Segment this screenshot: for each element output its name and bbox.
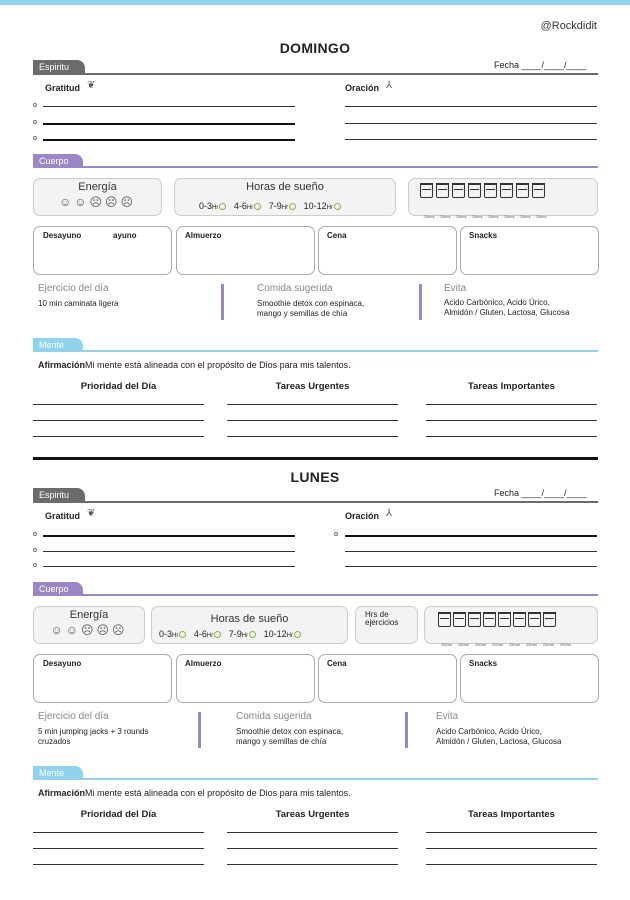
sleep-title: Horas de sueño [210,613,289,625]
oracion-line[interactable] [345,139,597,140]
afirmacion-text: Mi mente está alineada con el propósito de Dios para mis talentos. [85,360,351,370]
cena-label: Cena [327,659,347,668]
ejercicio-text-1: 5 min jumping jacks + 3 rounds [38,727,149,736]
oracion-label: Oración [345,83,380,93]
oracion-line[interactable] [345,123,597,124]
circle-icon [249,631,256,638]
evita-text-1: Acido Carbónico, Acido Úrico, [436,727,542,736]
water-glass-icon[interactable] [453,612,466,627]
sleep-option-10-12[interactable]: 10-12Hr [264,629,301,639]
water-box [424,606,598,647]
urgentes-line[interactable] [227,848,398,849]
author-handle: @Rockdidit [540,20,597,32]
urgentes-line[interactable] [227,404,398,405]
cuerpo-rule [33,594,598,596]
bullet-icon [33,103,37,107]
energia-label: Energía [69,609,109,621]
comida-text-2: mango y semillas de chía [257,309,348,318]
energia-box [33,606,145,644]
energy-faces-icon[interactable]: ☺☺☹☹☹ [58,195,137,209]
desayuno-label: Desayuno [43,659,82,668]
circle-icon [294,631,301,638]
ejercicio-text: 10 min caminata ligera [38,299,119,308]
bullet-icon [33,120,37,124]
tab-espiritu: Espiritu [33,60,85,73]
sleep-option-4-6[interactable]: 4-6Hr [234,201,261,211]
desayuno-box[interactable] [33,226,172,275]
gratitud-label: Gratitud [45,83,80,93]
snacks-label: Snacks [469,231,498,240]
hrs-ejercicios-box[interactable] [355,606,418,644]
oracion-line[interactable] [345,551,597,552]
evita-text-2: Almidón / Gluten, Lactosa, Glucosa [436,737,562,746]
water-glass-icon[interactable] [516,183,529,198]
almuerzo-box[interactable] [176,226,315,275]
circle-icon [289,203,296,210]
urgentes-line[interactable] [227,832,398,833]
prioridad-line[interactable] [33,420,204,421]
oracion-label: Oración [345,511,380,521]
water-glass-icon[interactable] [468,612,481,627]
sleep-box [151,606,348,644]
afirmacion [38,360,351,370]
gratitud-line[interactable] [43,551,295,552]
bullet-icon [33,532,37,536]
day-title-lunes: LUNES [290,469,340,485]
prioridad-line[interactable] [33,864,204,865]
importantes-line[interactable] [426,436,597,437]
fecha-field[interactable]: Fecha ____/____/____ [494,60,587,70]
afirmacion-label: Afirmación [38,360,86,370]
cena-label: Cena [327,231,347,240]
fecha-field[interactable]: Fecha ____/____/____ [494,488,587,498]
urgentes-heading: Tareas Urgentes [275,381,350,392]
afirmacion-label: Afirmación [38,788,86,798]
praying-hands-icon: ⅄ [386,80,393,91]
water-glass-icon[interactable] [468,183,481,198]
gratitud-line[interactable] [43,139,295,141]
ayuno-label: ayuno [113,231,137,240]
circle-icon [179,631,186,638]
bullet-icon [33,548,37,552]
circle-icon [214,631,221,638]
water-glass-icon[interactable] [420,183,433,198]
tab-cuerpo: Cuerpo [33,582,83,595]
oracion-line[interactable] [345,106,597,107]
sleep-option-0-3[interactable]: 0-3Hr [159,629,186,639]
praying-hands-icon: ⅄ [386,508,393,519]
importantes-heading: Tareas Importantes [468,809,555,820]
urgentes-line[interactable] [227,436,398,437]
importantes-line[interactable] [426,404,597,405]
energy-faces-icon[interactable]: ☺☺☹☹☹ [50,623,128,637]
prioridad-line[interactable] [33,832,204,833]
water-glass-icon[interactable] [528,612,541,627]
sleep-title: Horas de sueño [246,181,324,193]
divider [419,284,422,320]
water-labels: 250ml 250ml 250ml 250ml 250ml 250ml 250ml 250ml [423,214,547,219]
water-box [408,178,598,219]
water-glass-icon[interactable] [532,183,545,198]
energia-label: Energía [78,181,117,193]
importantes-heading: Tareas Importantes [468,381,555,392]
comida-text-1: Smoothie detox con espinaca, [257,299,365,308]
snacks-label: Snacks [469,659,498,668]
water-glasses [438,612,558,632]
top-accent-bar [0,0,630,5]
tab-mente: Mente [33,338,83,351]
bullet-icon [334,532,338,536]
comida-text-1: Smoothie detox con espinaca, [236,727,344,736]
prioridad-heading: Prioridad del Día [80,381,157,392]
afirmacion-text: Mi mente está alineada con el propósito de Dios para mis talentos. [85,788,351,798]
comida-text-2: mango y semillas de chía [236,737,327,746]
ejercicio-heading: Ejercicio del día [38,711,109,722]
prioridad-line[interactable] [33,404,204,405]
mente-rule [33,778,598,780]
water-glasses [420,183,548,203]
urgentes-line[interactable] [227,864,398,865]
evita-text-1: Acido Carbónico, Acido Úrico, [444,298,550,307]
almuerzo-label: Almuerzo [185,231,222,240]
tab-cuerpo: Cuerpo [33,154,83,167]
desayuno-box[interactable] [33,654,172,703]
prioridad-line[interactable] [33,436,204,437]
water-glass-icon[interactable] [484,183,497,198]
water-labels: 250ml 250ml 250ml 250ml 250ml 250ml 250ml 250ml [441,642,571,647]
oracion-line[interactable] [345,535,597,537]
almuerzo-label: Almuerzo [185,659,222,668]
evita-heading: Evita [436,711,459,722]
mente-rule [33,350,598,352]
gratitud-line[interactable] [43,566,295,567]
evita-text-2: Almidón / Gluten, Lactosa, Glucosa [444,308,570,317]
urgentes-line[interactable] [227,420,398,421]
sleep-option-4-6[interactable]: 4-6Hr [194,629,221,639]
divider [198,712,201,748]
tab-espiritu: Espiritu [33,488,85,501]
water-glass-icon[interactable] [483,612,496,627]
snacks-box[interactable] [460,226,599,275]
divider [221,284,224,320]
heart-hand-icon: ❦ [87,80,96,91]
ejercicio-text-2: cruzados [38,737,71,746]
sleep-box [174,178,396,216]
cuerpo-rule [33,166,598,168]
water-glass-icon[interactable] [436,183,449,198]
water-glass-icon[interactable] [498,612,511,627]
divider [405,712,408,748]
evita-heading: Evita [444,283,467,294]
prioridad-line[interactable] [33,848,204,849]
bullet-icon [33,563,37,567]
gratitud-label: Gratitud [45,511,80,521]
comida-heading: Comida sugerida [257,283,333,294]
cena-box[interactable] [318,654,457,703]
water-glass-icon[interactable] [452,183,465,198]
sleep-option-10-12[interactable]: 10-12Hr [304,201,341,211]
day-separator [33,457,598,460]
gratitud-line[interactable] [43,106,295,107]
comida-heading: Comida sugerida [236,711,312,722]
espiritu-rule [33,501,598,503]
oracion-line[interactable] [345,566,597,567]
ejercicio-heading: Ejercicio del día [38,283,109,294]
importantes-line[interactable] [426,848,597,849]
water-glass-icon[interactable] [500,183,513,198]
water-glass-icon[interactable] [513,612,526,627]
cena-box[interactable] [318,226,457,275]
heart-hand-icon: ❦ [87,508,96,519]
urgentes-heading: Tareas Urgentes [275,809,350,820]
tab-mente: Mente [33,766,83,779]
importantes-line[interactable] [426,832,597,833]
sleep-option-7-9[interactable]: 7-9Hr [269,201,296,211]
water-glass-icon[interactable] [543,612,556,627]
energia-box [33,178,162,216]
circle-icon [254,203,261,210]
importantes-line[interactable] [426,420,597,421]
snacks-box[interactable] [460,654,599,703]
sleep-option-0-3[interactable]: 0-3Hr [199,201,226,211]
espiritu-rule [33,73,598,75]
desayuno-label: Desayuno [43,231,82,240]
prioridad-heading: Prioridad del Día [80,809,157,820]
gratitud-line[interactable] [43,535,295,537]
hrs-ejercicios-label: Hrs de ejercicios [365,610,399,627]
sleep-options [199,201,341,211]
circle-icon [219,203,226,210]
afirmacion [38,788,351,798]
gratitud-line[interactable] [43,123,295,125]
sleep-option-7-9[interactable]: 7-9Hr [229,629,256,639]
day-title-domingo: DOMINGO [279,40,351,56]
almuerzo-box[interactable] [176,654,315,703]
bullet-icon [33,136,37,140]
water-glass-icon[interactable] [438,612,451,627]
sleep-options [159,629,301,639]
circle-icon [334,203,341,210]
importantes-line[interactable] [426,864,597,865]
